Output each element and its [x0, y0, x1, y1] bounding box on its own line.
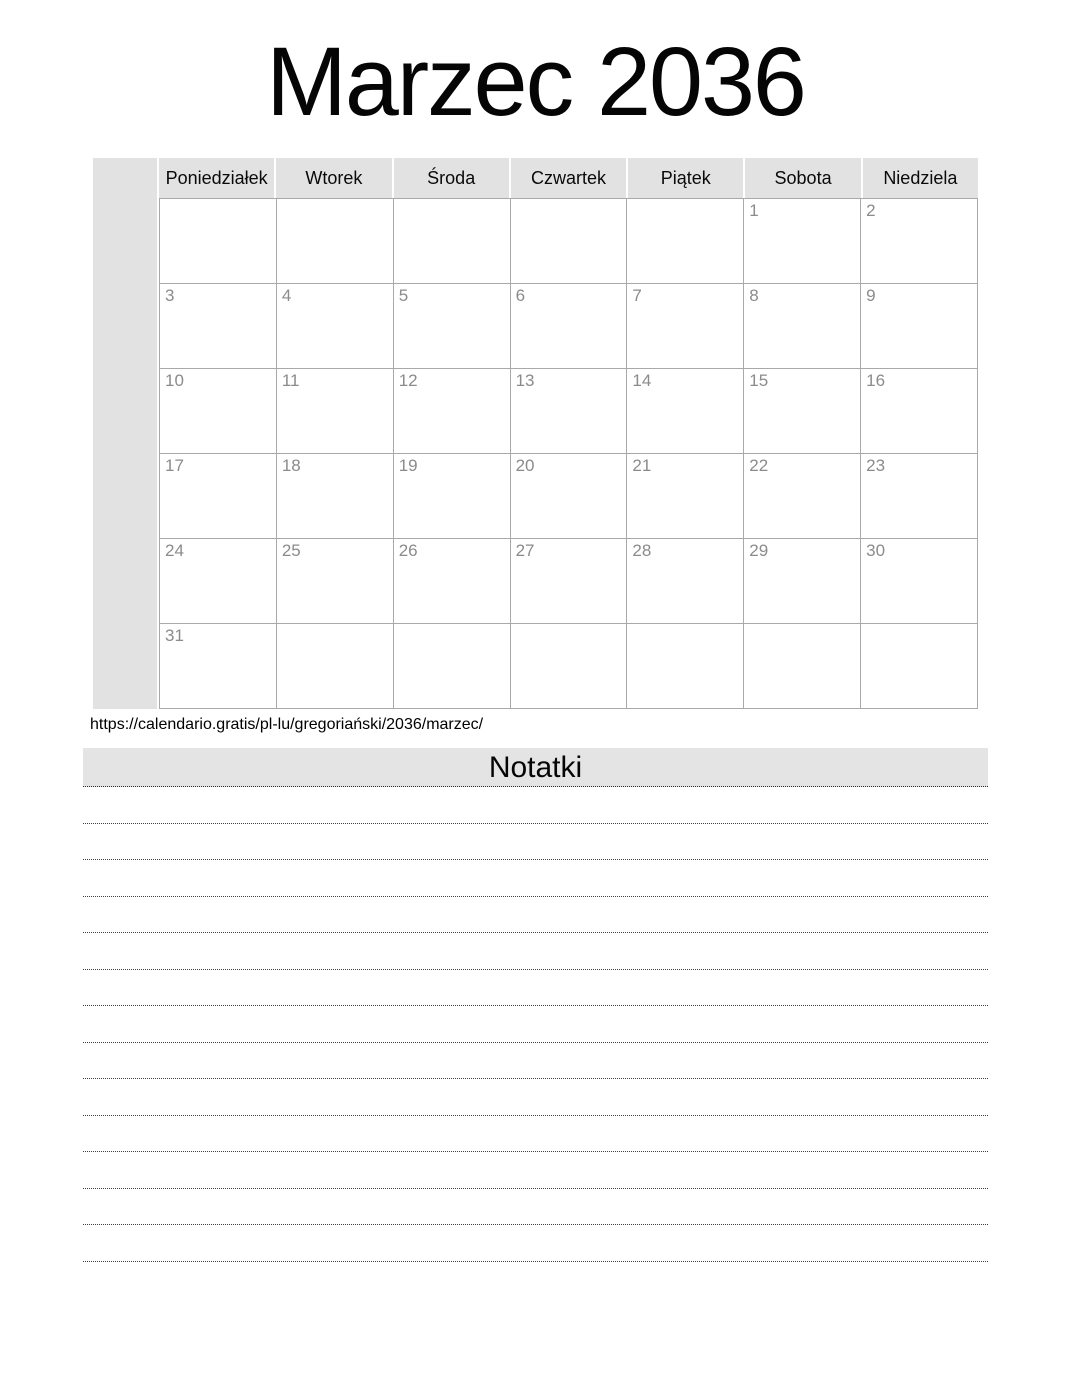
note-ruling-line: [83, 787, 988, 824]
day-number: 9: [866, 286, 876, 305]
note-ruling-line: [83, 1079, 988, 1116]
calendar-day-cell: [394, 454, 511, 539]
source-url-text: https://calendario.gratis/pl-lu/gregoriański/2036/marzec/: [90, 716, 484, 733]
calendar-day-cell: [744, 199, 861, 284]
weekday-header: Czwartek: [511, 158, 626, 198]
note-ruling-line: [83, 1116, 988, 1153]
notes-lines: [83, 787, 988, 1262]
day-number: 8: [749, 286, 759, 305]
calendar-day-cell: [394, 624, 511, 709]
note-ruling-line: [83, 933, 988, 970]
day-number: 19: [398, 456, 418, 475]
day-number: 2: [866, 201, 876, 220]
day-number: 14: [632, 371, 652, 390]
calendar-day-cell: [160, 369, 277, 454]
calendar-day-cell: [861, 199, 978, 284]
note-ruling-line: [83, 860, 988, 897]
calendar-day-cell: [627, 454, 744, 539]
weekday-header: Środa: [394, 158, 509, 198]
calendar-day-cell: [627, 539, 744, 624]
calendar-day-cell: [394, 284, 511, 369]
calendar-day-cell: [861, 454, 978, 539]
calendar-day-cell: [744, 539, 861, 624]
note-ruling-line: [83, 1043, 988, 1080]
notes-section: [83, 748, 988, 1262]
day-number: 5: [398, 286, 409, 305]
calendar-day-cell: [277, 624, 394, 709]
calendar-day-cell: [511, 454, 628, 539]
day-number: 11: [281, 371, 300, 390]
calendar-day-cell: [277, 199, 394, 284]
calendar-day-cell: [511, 199, 628, 284]
calendar-day-cell: [744, 369, 861, 454]
day-number: 10: [165, 371, 184, 390]
calendar-day-cell: [861, 539, 978, 624]
note-ruling-line: [83, 1225, 988, 1262]
calendar-day-cell: [511, 624, 628, 709]
calendar-day-cell: [744, 624, 861, 709]
note-ruling-line: [83, 970, 988, 1007]
note-ruling-line: [83, 1006, 988, 1043]
day-number: 13: [515, 371, 535, 390]
calendar-day-cell: [394, 199, 511, 284]
day-number: 23: [866, 456, 886, 475]
calendar-day-cell: [744, 454, 861, 539]
calendar-grid: [159, 158, 978, 709]
day-number: 30: [866, 541, 886, 560]
day-number: 18: [281, 456, 301, 475]
day-number: 4: [281, 286, 292, 305]
day-number: 31: [165, 626, 184, 645]
calendar-day-cell: [394, 539, 511, 624]
calendar-day-cell: [511, 539, 628, 624]
calendar-day-cell: [160, 624, 277, 709]
day-number: 20: [515, 456, 535, 475]
calendar-gutter-column: [93, 158, 157, 709]
day-number: 29: [749, 541, 769, 560]
weekday-header: Piątek: [628, 158, 743, 198]
calendar-day-cell: [394, 369, 511, 454]
weekday-header: Niedziela: [863, 158, 978, 198]
day-number: 28: [632, 541, 652, 560]
calendar-day-cell: [160, 284, 277, 369]
day-number: 15: [749, 371, 769, 390]
calendar-day-cell: [627, 284, 744, 369]
calendar-day-cell: [160, 539, 277, 624]
day-number: 21: [632, 456, 652, 475]
calendar-day-cell: [160, 454, 277, 539]
note-ruling-line: [83, 1189, 988, 1226]
day-number: 1: [749, 201, 759, 220]
calendar-day-cell: [511, 284, 628, 369]
day-number: 12: [398, 371, 418, 390]
page-title: Marzec 2036: [266, 27, 805, 136]
day-number: 3: [165, 286, 175, 305]
calendar-day-cell: [277, 284, 394, 369]
day-number: 6: [515, 286, 526, 305]
calendar-day-cell: [160, 199, 277, 284]
calendar-day-cell: [627, 199, 744, 284]
note-ruling-line: [83, 1152, 988, 1189]
calendar-day-cell: [511, 369, 628, 454]
calendar-day-cell: [861, 284, 978, 369]
weekday-header: Wtorek: [276, 158, 391, 198]
note-ruling-line: [83, 824, 988, 861]
calendar-day-cell: [744, 284, 861, 369]
calendar-day-cell: [861, 369, 978, 454]
calendar-body: [159, 198, 978, 709]
weekday-header-row: [159, 158, 978, 198]
day-number: 26: [398, 541, 418, 560]
day-number: 7: [632, 286, 642, 305]
note-ruling-line: [83, 897, 988, 934]
day-number: 22: [749, 456, 769, 475]
calendar-day-cell: [627, 369, 744, 454]
day-number: 25: [281, 541, 301, 560]
calendar-day-cell: [277, 369, 394, 454]
day-number: 27: [515, 541, 535, 560]
calendar-day-cell: [861, 624, 978, 709]
calendar-day-cell: [277, 539, 394, 624]
calendar-day-cell: [277, 454, 394, 539]
weekday-header: Sobota: [745, 158, 860, 198]
day-number: 24: [165, 541, 184, 560]
day-number: 16: [866, 371, 886, 390]
calendar-day-cell: [627, 624, 744, 709]
notes-title: Notatki: [83, 748, 988, 787]
weekday-header: Poniedziałek: [159, 158, 274, 198]
calendar-table: [93, 158, 978, 709]
day-number: 17: [165, 456, 184, 475]
